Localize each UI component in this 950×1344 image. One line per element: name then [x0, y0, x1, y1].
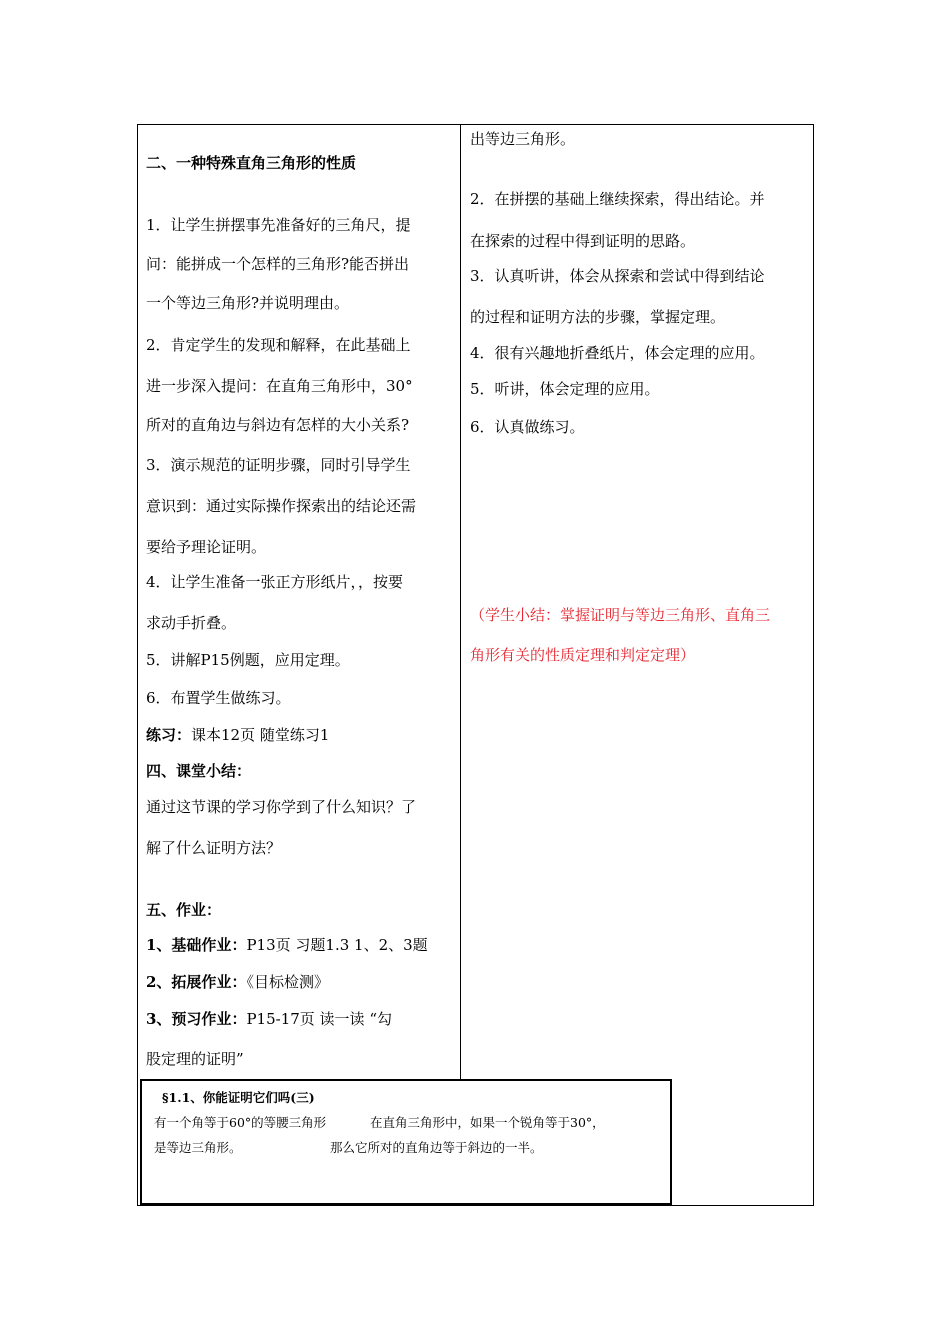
right-line: 在探索的过程中得到证明的思路。	[470, 232, 696, 250]
right-line: 出等边三角形。	[470, 130, 576, 148]
board-theorem-line: 那么它所对的直角边等于斜边的一半。	[330, 1140, 543, 1155]
left-line: 2．肯定学生的发现和解释，在此基础上	[146, 336, 411, 354]
homework-tail: 股定理的证明”	[146, 1050, 244, 1068]
homework-item	[146, 972, 329, 992]
right-line: 6．认真做练习。	[470, 418, 585, 436]
summary-line: 解了什么证明方法？	[146, 839, 282, 857]
homework-text: P15-17页 读一读 “勾	[246, 1010, 392, 1028]
exercise-line	[146, 725, 329, 745]
left-line: 所对的直角边与斜边有怎样的大小关系?	[146, 416, 410, 434]
exercise-text: 课本12页 随堂练习1	[191, 726, 330, 744]
summary-line: 通过这节课的学习你学到了什么知识？了	[146, 798, 417, 816]
section-heading: 二、一种特殊直角三角形的性质	[146, 154, 357, 172]
homework-heading: 五、作业：	[146, 901, 222, 919]
board-title: §1.1、你能证明它们吗(三)	[162, 1090, 315, 1105]
student-summary-note: （学生小结：掌握证明与等边三角形、直角三	[470, 606, 771, 624]
left-line: 意识到：通过实际操作探索出的结论还需	[146, 497, 417, 515]
column-divider	[460, 125, 461, 1081]
left-line: 3．演示规范的证明步骤，同时引导学生	[146, 456, 411, 474]
right-line: 2．在拼摆的基础上继续探索，得出结论。并	[470, 190, 765, 208]
summary-heading: 四、课堂小结：	[146, 762, 252, 780]
homework-label: 2、拓展作业：	[146, 973, 247, 991]
left-line: 4．让学生准备一张正方形纸片，，按要	[146, 573, 404, 591]
homework-label: 1、基础作业：	[146, 936, 247, 954]
left-line: 1．让学生拼摆事先准备好的三角尺，提	[146, 216, 411, 234]
homework-item	[146, 935, 428, 955]
blackboard-summary	[140, 1079, 672, 1205]
board-theorem-line: 有一个角等于60°的等腰三角形	[154, 1115, 327, 1130]
student-summary-note: 角形有关的性质定理和判定定理）	[470, 646, 696, 664]
left-line: 6．布置学生做练习。	[146, 689, 291, 707]
left-line: 进一步深入提问：在直角三角形中，30°	[146, 377, 413, 395]
board-theorem-line: 是等边三角形。	[154, 1140, 242, 1155]
left-line: 问：能拼成一个怎样的三角形?能否拼出	[146, 255, 410, 273]
right-line: 5．听讲，体会定理的应用。	[470, 380, 660, 398]
lesson-table	[137, 124, 814, 1206]
right-line: 的过程和证明方法的步骤，掌握定理。	[470, 308, 726, 326]
left-line: 求动手折叠。	[146, 614, 237, 632]
left-line: 5．讲解P15例题，应用定理。	[146, 651, 350, 669]
homework-label: 3、预习作业：	[146, 1010, 247, 1028]
exercise-label: 练习：	[146, 726, 192, 744]
right-line: 4．很有兴趣地折叠纸片，体会定理的应用。	[470, 344, 765, 362]
left-line: 一个等边三角形?并说明理由。	[146, 294, 350, 312]
right-line: 3．认真听讲，体会从探索和尝试中得到结论	[470, 267, 765, 285]
homework-text: 《目标检测》	[246, 973, 329, 991]
homework-item	[146, 1009, 392, 1029]
board-theorem-line: 在直角三角形中，如果一个锐角等于30°，	[370, 1115, 605, 1130]
homework-text: P13页 习题1.3 1、2、3题	[246, 936, 428, 954]
left-line: 要给予理论证明。	[146, 538, 267, 556]
